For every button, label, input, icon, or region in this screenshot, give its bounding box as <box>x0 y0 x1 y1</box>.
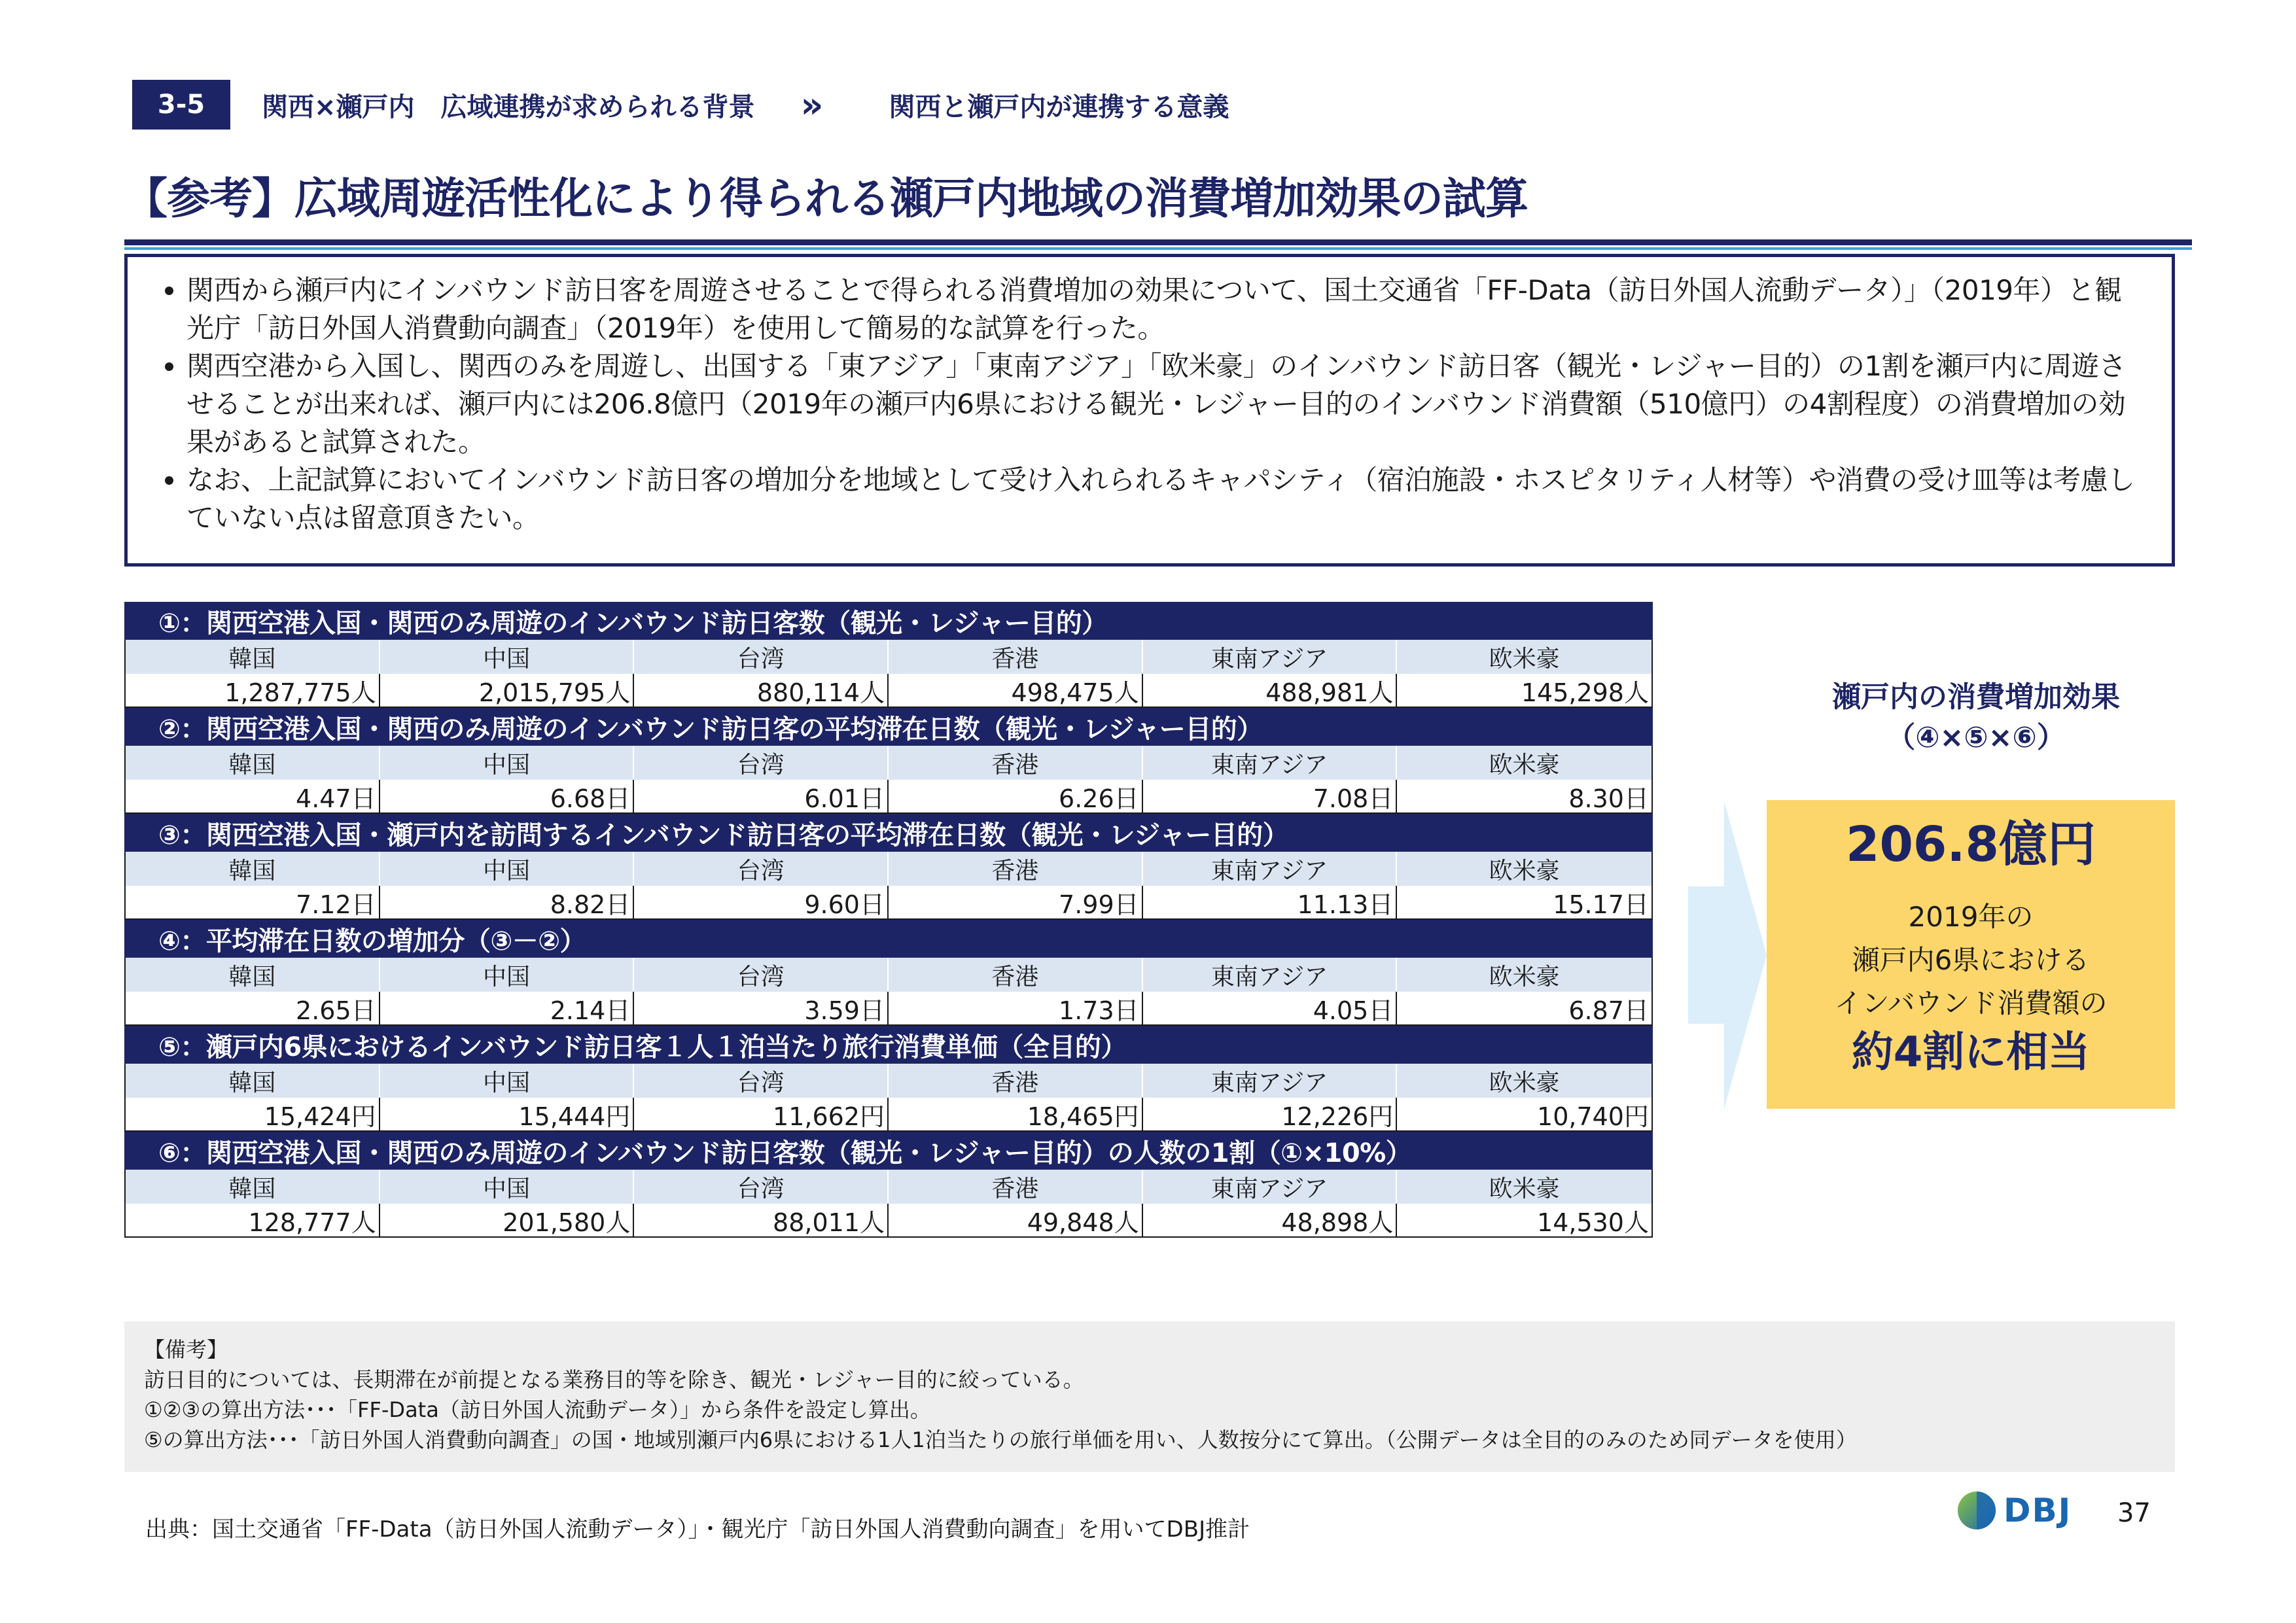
result-desc-line: インバウンド消費額の <box>1834 987 2108 1019</box>
column-header: 香港 <box>889 746 1143 780</box>
data-grid <box>124 640 1653 708</box>
value-cell: 7.99日 <box>889 886 1143 920</box>
dbj-logo-icon <box>1956 1490 1997 1531</box>
value-cell: 88,011人 <box>634 1204 889 1238</box>
table-section <box>124 1026 1653 1132</box>
value-cell: 8.82日 <box>380 886 635 920</box>
value-cell: 6.68日 <box>380 780 635 814</box>
result-desc-line: 2019年の <box>1908 901 2034 933</box>
column-header: 香港 <box>889 1064 1143 1098</box>
result-caption-formula: （④×⑤×⑥） <box>1886 721 2066 754</box>
column-header: 香港 <box>889 958 1143 992</box>
arrow-right-icon <box>1688 801 1767 1109</box>
column-header: 韓国 <box>126 958 380 992</box>
result-caption <box>1780 677 2172 758</box>
logo-text: DBJ <box>2004 1492 2072 1529</box>
value-cell: 128,777人 <box>126 1204 380 1238</box>
column-header: 中国 <box>380 640 635 674</box>
data-grid <box>124 746 1653 814</box>
value-cell: 48,898人 <box>1143 1204 1398 1238</box>
value-cell: 201,580人 <box>380 1204 635 1238</box>
value-cell: 15,424円 <box>126 1098 380 1132</box>
section-heading: ⑤：瀬戸内6県におけるインバウンド訪日客１人１泊当たり旅行消費単価（全目的） <box>124 1026 1653 1064</box>
value-cell: 10,740円 <box>1397 1098 1651 1132</box>
table-section <box>124 708 1653 814</box>
value-cell: 880,114人 <box>634 674 889 708</box>
breadcrumb-section: 関西×瀬戸内 広域連携が求められる背景 <box>262 92 755 122</box>
result-box <box>1767 800 2175 1109</box>
note-line: ⑤の算出方法･･･「訪日外国人消費動向調査」の国・地域別瀬戸内6県における1人1泊当たりの旅行単価を用い、人数按分にて算出。（公開データは全目的のみのため同データを使用） <box>144 1427 1857 1452</box>
column-header: 台湾 <box>634 852 889 886</box>
calculation-tables <box>124 602 1653 1238</box>
data-grid <box>124 958 1653 1026</box>
source-note: 出典：国土交通省「FF-Data（訪日外国人流動データ）」・観光庁「訪日外国人消費動向調査」を用いてDBJ推計 <box>145 1516 1250 1543</box>
table-section <box>124 920 1653 1026</box>
note-line: ①②③の算出方法･･･「FF-Data（訪日外国人流動データ）」から条件を設定し算出。 <box>144 1397 931 1422</box>
value-cell: 7.08日 <box>1143 780 1398 814</box>
page-title: 【参考】広域周遊活性化により得られる瀬戸内地域の消費増加効果の試算 <box>124 173 1528 224</box>
column-header: 欧米豪 <box>1397 746 1651 780</box>
data-grid <box>124 1170 1653 1238</box>
column-header: 東南アジア <box>1143 640 1398 674</box>
section-heading: ③：関西空港入国・瀬戸内を訪問するインバウンド訪日客の平均滞在日数（観光・レジャー目的） <box>124 814 1653 852</box>
summary-list <box>154 271 2146 537</box>
value-cell: 15.17日 <box>1397 886 1651 920</box>
value-cell: 6.87日 <box>1397 992 1651 1026</box>
result-caption-title: 瀬戸内の消費増加効果 <box>1832 680 2120 714</box>
summary-box <box>124 254 2175 567</box>
title-divider <box>124 239 2192 245</box>
column-header: 台湾 <box>634 1064 889 1098</box>
summary-item: • 関西空港から入国し、関西のみを周遊し、出国する「東アジア」「東南アジア」「欧米豪」のインバウンド訪日客（観光・レジャー目的）の1割を瀬戸内に周遊させることが出来れば、瀬戸内には206.8億円（2019年の瀬戸内6県における観光・レジャー目的のインバウンド消費額（510億円）の4割程度）の消費増加の効果があると試算された。 <box>186 347 2146 461</box>
column-header: 中国 <box>380 746 635 780</box>
value-cell: 1,287,775人 <box>126 674 380 708</box>
value-cell: 6.26日 <box>889 780 1143 814</box>
summary-item: • 関西から瀬戸内にインバウンド訪日客を周遊させることで得られる消費増加の効果について、国土交通省「FF-Data（訪日外国人流動データ）」（2019年）と観光庁「訪日外国人消費動向調査」（2019年）を使用して簡易的な試算を行った。 <box>186 271 2146 347</box>
value-cell: 9.60日 <box>634 886 889 920</box>
column-header: 台湾 <box>634 746 889 780</box>
column-header: 韓国 <box>126 852 380 886</box>
section-heading: ⑥：関西空港入国・関西のみ周遊のインバウンド訪日客数（観光・レジャー目的）の人数の1割（①×10%） <box>124 1132 1653 1170</box>
column-header: 東南アジア <box>1143 1170 1398 1204</box>
notes-box <box>124 1321 2175 1472</box>
double-chevron-right-icon: » <box>800 84 817 126</box>
page-number: 37 <box>2117 1498 2151 1528</box>
value-cell: 15,444円 <box>380 1098 635 1132</box>
column-header: 欧米豪 <box>1397 958 1651 992</box>
note-line: 訪日目的については、長期滞在が前提となる業務目的等を除き、観光・レジャー目的に絞っている。 <box>144 1367 1084 1392</box>
data-grid <box>124 852 1653 920</box>
result-description <box>1767 896 2175 1025</box>
column-header: 台湾 <box>634 958 889 992</box>
table-section <box>124 814 1653 920</box>
column-header: 欧米豪 <box>1397 1064 1651 1098</box>
summary-item: • なお、上記試算においてインバウンド訪日客の増加分を地域として受け入れられるキャパシティ（宿泊施設・ホスピタリティ人材等）や消費の受け皿等は考慮していない点は留意頂きたい。 <box>186 461 2146 537</box>
value-cell: 498,475人 <box>889 674 1143 708</box>
value-cell: 49,848人 <box>889 1204 1143 1238</box>
column-header: 香港 <box>889 640 1143 674</box>
column-header: 中国 <box>380 1064 635 1098</box>
column-header: 欧米豪 <box>1397 1170 1651 1204</box>
column-header: 香港 <box>889 1170 1143 1204</box>
column-header: 台湾 <box>634 1170 889 1204</box>
column-header: 中国 <box>380 1170 635 1204</box>
value-cell: 145,298人 <box>1397 674 1651 708</box>
column-header: 香港 <box>889 852 1143 886</box>
result-highlight: 約4割に相当 <box>1851 1028 2091 1077</box>
value-cell: 6.01日 <box>634 780 889 814</box>
section-heading: ②：関西空港入国・関西のみ周遊のインバウンド訪日客の平均滞在日数（観光・レジャー目的） <box>124 708 1653 746</box>
value-cell: 7.12日 <box>126 886 380 920</box>
column-header: 韓国 <box>126 746 380 780</box>
column-header: 東南アジア <box>1143 958 1398 992</box>
value-cell: 2.65日 <box>126 992 380 1026</box>
value-cell: 11.13日 <box>1143 886 1398 920</box>
data-grid <box>124 1064 1653 1132</box>
column-header: 欧米豪 <box>1397 852 1651 886</box>
dbj-logo <box>1956 1490 2072 1531</box>
column-header: 中国 <box>380 958 635 992</box>
value-cell: 4.05日 <box>1143 992 1398 1026</box>
section-heading: ①：関西空港入国・関西のみ周遊のインバウンド訪日客数（観光・レジャー目的） <box>124 602 1653 640</box>
value-cell: 11,662円 <box>634 1098 889 1132</box>
section-heading: ④：平均滞在日数の増加分（③－②） <box>124 920 1653 958</box>
value-cell: 1.73日 <box>889 992 1143 1026</box>
value-cell: 18,465円 <box>889 1098 1143 1132</box>
result-amount: 206.8億円 <box>1845 816 2096 873</box>
table-section <box>124 1132 1653 1238</box>
column-header: 東南アジア <box>1143 1064 1398 1098</box>
value-cell: 2.14日 <box>380 992 635 1026</box>
value-cell: 12,226円 <box>1143 1098 1398 1132</box>
column-header: 台湾 <box>634 640 889 674</box>
value-cell: 14,530人 <box>1397 1204 1651 1238</box>
breadcrumb <box>132 79 1229 131</box>
column-header: 韓国 <box>126 640 380 674</box>
result-desc-line: 瀬戸内6県における <box>1852 944 2090 976</box>
column-header: 韓国 <box>126 1170 380 1204</box>
value-cell: 4.47日 <box>126 780 380 814</box>
value-cell: 3.59日 <box>634 992 889 1026</box>
table-section <box>124 602 1653 708</box>
column-header: 東南アジア <box>1143 852 1398 886</box>
value-cell: 488,981人 <box>1143 674 1398 708</box>
notes-heading: 【備考】 <box>144 1337 228 1362</box>
breadcrumb-current: 関西と瀬戸内が連携する意義 <box>889 92 1229 122</box>
column-header: 欧米豪 <box>1397 640 1651 674</box>
column-header: 中国 <box>380 852 635 886</box>
column-header: 韓国 <box>126 1064 380 1098</box>
section-number-badge: 3-5 <box>132 80 230 130</box>
title-divider-accent <box>124 247 2192 250</box>
value-cell: 2,015,795人 <box>380 674 635 708</box>
column-header: 東南アジア <box>1143 746 1398 780</box>
value-cell: 8.30日 <box>1397 780 1651 814</box>
